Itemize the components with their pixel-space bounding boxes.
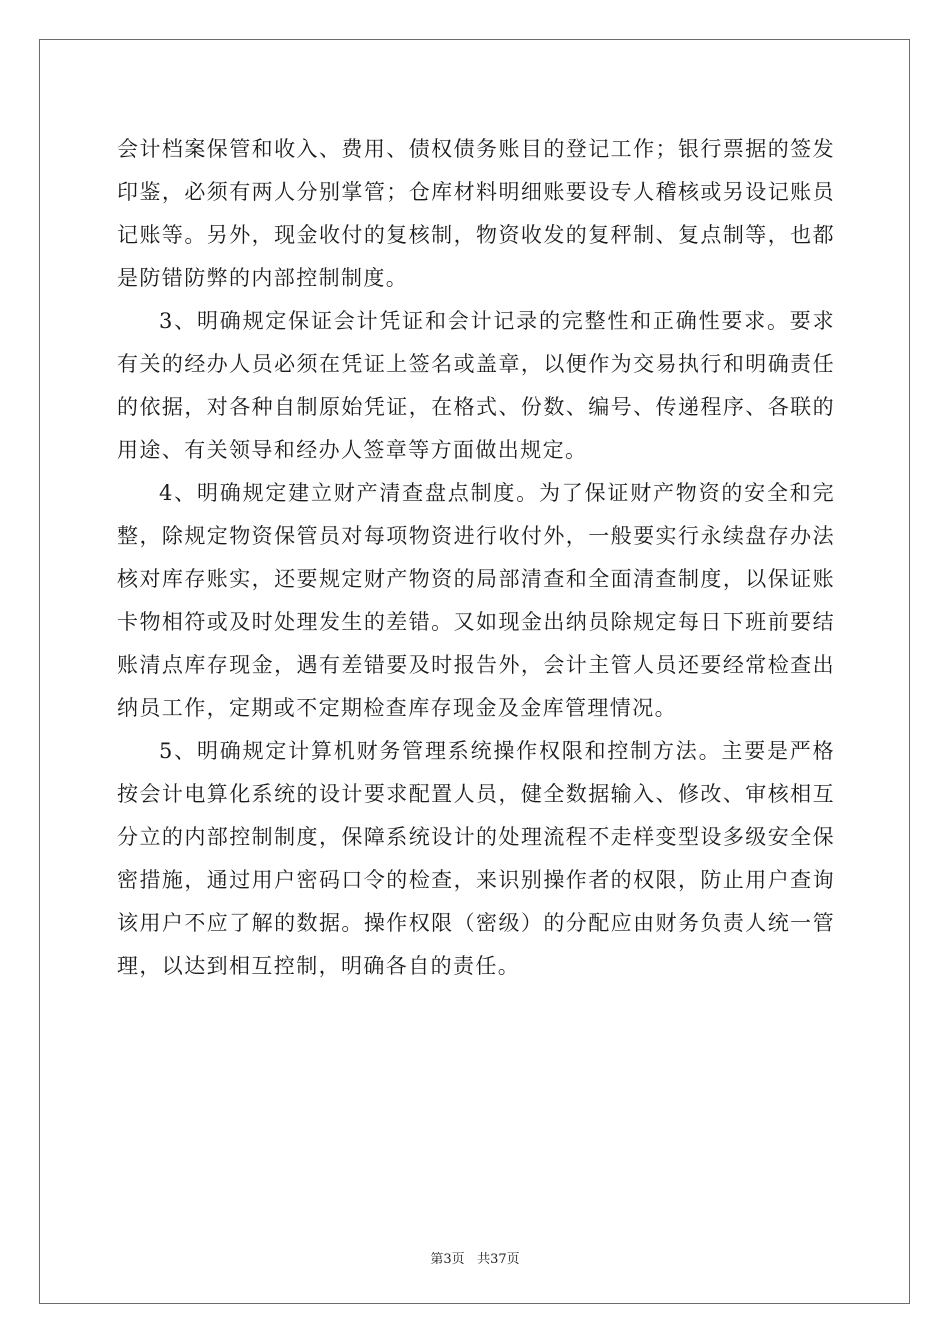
page-total: 共37页 bbox=[477, 1252, 520, 1267]
paragraph-2: 3、明确规定保证会计凭证和会计记录的完整性和正确性要求。要求有关的经办人员必须在凭证上签名或盖章，以便作为交易执行和明确责任的依据，对各种自制原始凭证，在格式、份数、编号、传递程序、各联的用途、有关领导和经办人签章等方面做出规定。 bbox=[117, 309, 835, 462]
paragraph-3: 4、明确规定建立财产清查盘点制度。为了保证财产物资的安全和完整，除规定物资保管员对每项物资进行收付外，一般要实行永续盘存办法核对库存账实，还要规定财产物资的局部清查和全面清查制度，以保证账卡物相符或及时处理发生的差错。又如现金出纳员除规定每日下班前要结账清点库存现金，遇有差错要及时报告外，会计主管人员还要经常检查出纳员工作，定期或不定期检查库存现金及金库管理情况。 bbox=[117, 481, 835, 720]
paragraph-4: 5、明确规定计算机财务管理系统操作权限和控制方法。主要是严格按会计电算化系统的设计要求配置人员，健全数据输入、修改、审核相互分立的内部控制制度，保障系统设计的处理流程不走样变型设多级安全保密措施，通过用户密码口令的检查，来识别操作者的权限，防止用户查询该用户不应了解的数据。操作权限（密级）的分配应由财务负责人统一管理，以达到相互控制，明确各自的责任。 bbox=[117, 739, 835, 978]
paragraph-1: 会计档案保管和收入、费用、债权债务账目的登记工作；银行票据的签发印鉴，必须有两人分别掌管；仓库材料明细账要设专人稽核或另设记账员记账等。另外，现金收付的复核制，物资收发的复秤制、复点制等，也都是防错防弊的内部控制制度。 bbox=[117, 137, 835, 290]
page-footer bbox=[0, 1248, 950, 1267]
document-body bbox=[117, 128, 835, 988]
page-number: 第3页 bbox=[430, 1252, 465, 1267]
